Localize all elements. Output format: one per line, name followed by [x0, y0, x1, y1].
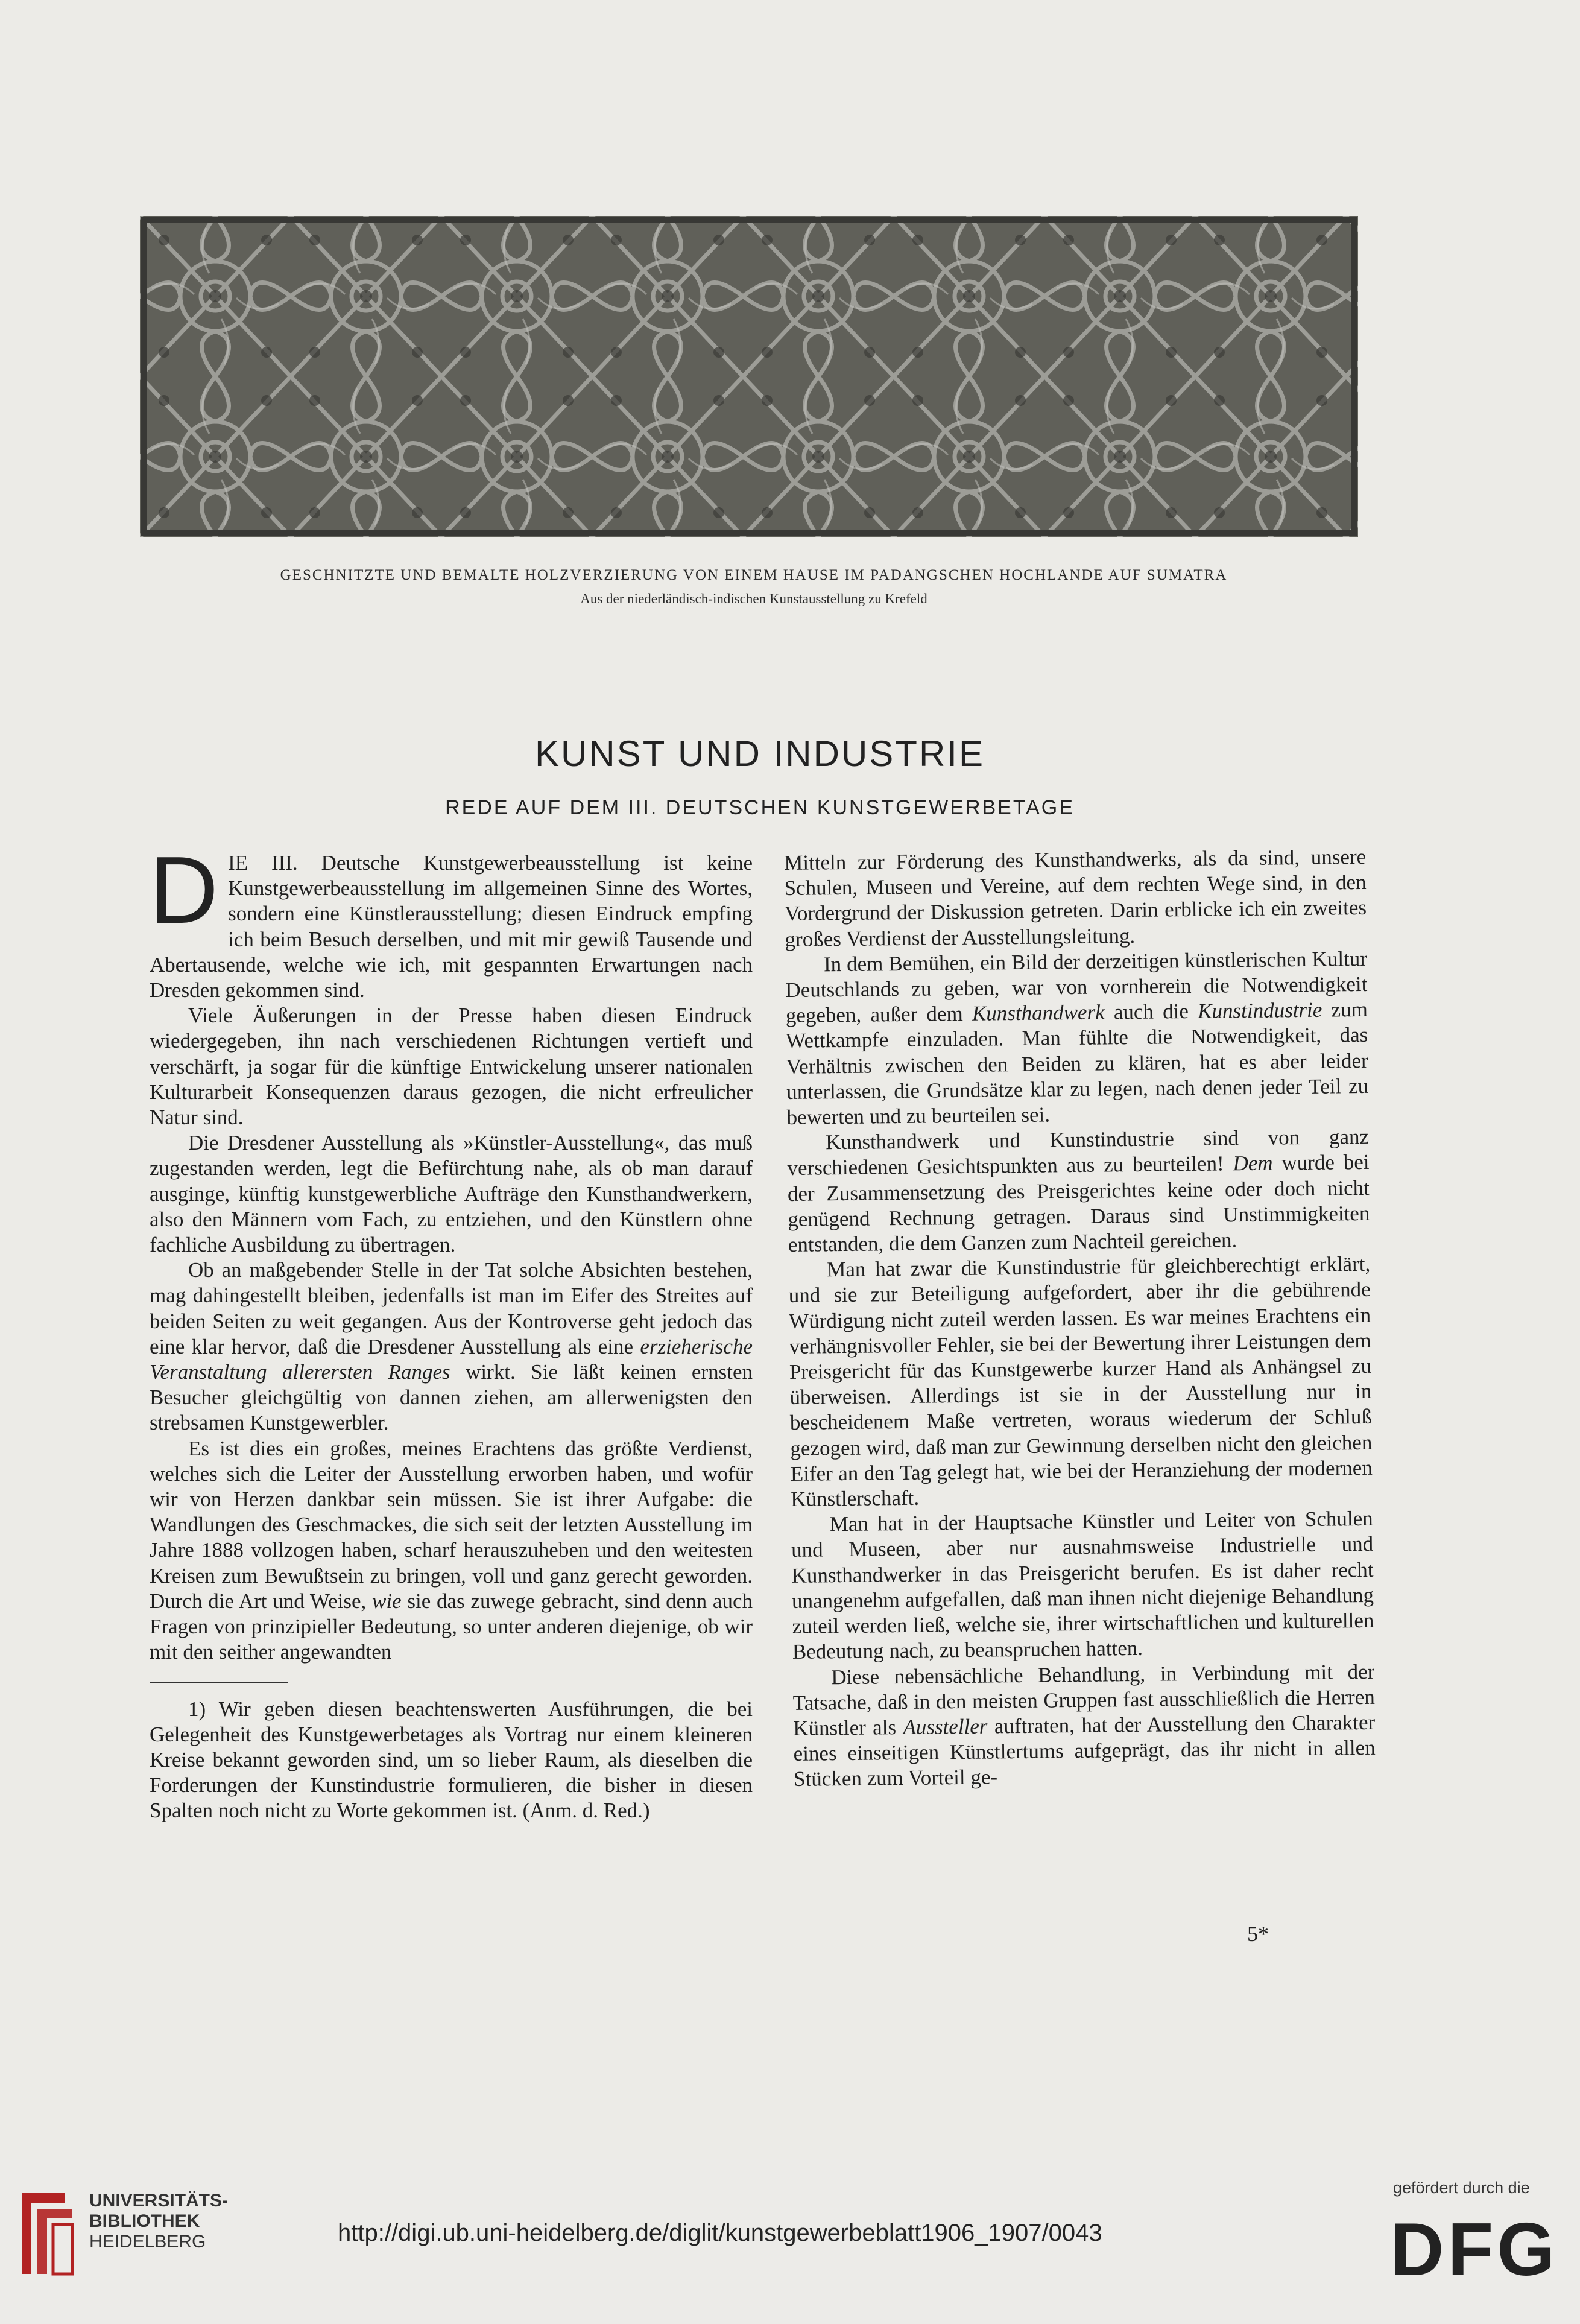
paragraph-text: Ob an maßgebender Stelle in der Tat solche Absichten bestehen, mag dahingestellt bleiben, jedenfalls ist man im Eifer des Streites auf beiden Seiten zu weit gegangen. Aus der Kontroverse geht jedoch das eine klar hervor, daß die Dresdener Ausstellung als eine	[150, 1258, 753, 1358]
paragraph-text: wurde bei der Zusammensetzung des Preisgerichtes keine oder doch nicht genügend Rechnung getragen. Daraus sind Unstimmigkeiten entstanden, die dem Ganzen zum Nachteil gereichen.	[787, 1150, 1370, 1257]
carving-ornament	[140, 216, 1358, 537]
paragraph	[150, 1436, 753, 1665]
university-library-logo-icon	[17, 2188, 77, 2279]
text-column-right	[784, 844, 1376, 1793]
paragraph: Man hat zwar die Kunstindustrie für gleichberechtigt erklärt, und sie zur Beteiligung aufgefordert, aber ihr die gebührende Würdigung nicht zuteil werden lassen. Es war meines Erachtens ein verhängnisvoller Fehler, sie bei der Bewertung ihrer Leistungen dem Preisgericht für das Kunstgewerbe kurzer Hand als Anhängsel zu überweisen. Allerdings ist sie in der Ausstellung nur in bescheidenem Maße vertreten, woraus wiederum der Schluß gezogen wird, daß man zur Gewinnung derselben nicht den gleichen Eifer an den Tag gelegt hat, wie bei der Heranziehung der modernen Künstlerschaft.	[788, 1252, 1373, 1512]
footnote: 1) Wir geben diesen beachtenswerten Ausführungen, die bei Gelegenheit des Kunstgewerbetages als Vortrag nur einem kleineren Kreise bekannt geworden sind, um so lieber Raum, als dieselben die Forderungen der Kunstindustrie formulieren, die bisher in diesen Spalten noch nicht zu Worte gekommen ist. (Anm. d. Red.)	[150, 1697, 753, 1823]
emphasis: Kunstindustrie	[1197, 998, 1322, 1024]
paragraph	[150, 1258, 753, 1436]
paragraph-text: zum Wettkampfe einzuladen. Man fühlte die Notwendigkeit, das Verhältnis zwischen den Beiden zu klären, hat es aber leider unterlassen, die Grundsätze klar zu legen, nach denen jeder Teil zu bewerten und zu beurteilen sei.	[786, 998, 1369, 1130]
paragraph-text: wirkt. Sie läßt keinen ernsten Besucher gleichgültig von dannen ziehen, am allerwenigsten den strebsamen Kunstgewerbler.	[150, 1360, 753, 1435]
emphasis: Kunsthandwerk	[972, 1000, 1105, 1025]
emphasis: Dem	[1233, 1151, 1273, 1176]
page-number: 5*	[1247, 1922, 1269, 1946]
paragraph-text: IE III. Deutsche Kunstgewerbeausstellung ist keine Kunstgewerbeausstellung im allgemeinen Sinne des Wortes, sondern eine Künstlerausstellung; diesen Eindruck empfing ich beim Besuch derselben, und mit mir gewiß Tausende und Abertausende, welche wie ich, mit gespannten Erwartungen nach Dresden gekommen sind.	[150, 851, 753, 1002]
article-subtitle: REDE AUF DEM III. DEUTSCHEN KUNSTGEWERBETAGE	[445, 796, 1075, 819]
paragraph	[150, 837, 753, 1003]
library-name-line: UNIVERSITÄTS-	[89, 2191, 229, 2211]
emphasis: Aussteller	[903, 1714, 988, 1739]
dfg-logo: DFG	[1390, 2208, 1559, 2291]
funding-label: gefördert durch die	[1393, 2179, 1530, 2197]
paragraph-text: Es ist dies ein großes, meines Erachtens das größte Verdienst, welches sich die Leiter der Ausstellung erworben haben, und wofür wir von Herzen dankbar sein müssen. Sie ist ihrer Aufgabe: die Wandlungen des Geschmackes, die sich seit der letzten Ausstellung im Jahre 1888 vollzogen haben, scharf herauszuheben und den weitesten Kreisen zum Bewußtsein zu bringen, voll und ganz gerecht geworden. Durch die Art und Weise,	[150, 1436, 753, 1613]
text-column-left	[150, 837, 753, 1824]
paragraph	[792, 1659, 1376, 1792]
article-title: KUNST UND INDUSTRIE	[535, 733, 985, 774]
paragraph: Viele Äußerungen in der Presse haben diesen Eindruck wiedergegeben, ihn nach verschiedenen Richtungen vertieft und verschärft, ja sogar für die künftige Entwickelung unserer nationalen Kulturarbeit Konsequenzen daraus gezogen, die nicht erfreulicher Natur sind.	[150, 1004, 753, 1130]
paragraph-text: Diese nebensächliche Behandlung, in Verbindung mit der Tatsache, daß in den meisten Gruppen fast ausschließlich die Herren Künstler als	[792, 1659, 1375, 1740]
footnote-divider	[150, 1682, 288, 1683]
paragraph: Die Dresdener Ausstellung als »Künstler-Ausstellung«, das muß zugestanden werden, legt die Befürchtung nahe, als ob man darauf ausginge, künftig kunstgewerbliche Aufträge den Kunsthandwerkern, also den Männern vom Fach, zu entziehen, und den Künstlern ohne fachliche Ausbildung zu übertragen.	[150, 1131, 753, 1257]
paragraph: Man hat in der Hauptsache Künstler und Leiter von Schulen und Museen, aber nur ausnahmsweise Industrielle und Kunsthandwerker in das Preisgericht berufen. Es ist daher recht unangenehm aufgefallen, daß man ihnen nicht diejenige Behandlung zuteil werden ließ, welche sie, ihrer wirtschaftlichen und kulturellen Bedeutung nach, zu beanspruchen hatten.	[791, 1507, 1374, 1664]
library-name-line: HEIDELBERG	[89, 2232, 206, 2252]
paragraph-text: auch die	[1104, 999, 1198, 1024]
paragraph-text: sie das zuwege gebracht, sind denn auch Fragen von prinzipieller Bedeutung, so unter anderen diejenige, ob wir mit den seither angewandten	[150, 1589, 753, 1664]
figure-caption: GESCHNITZTE UND BEMALTE HOLZVERZIERUNG VON EINEM HAUSE IM PADANGSCHEN HOCHLANDE AUF SUMATRA	[280, 567, 1228, 583]
wood-carving-image	[140, 216, 1358, 537]
emphasis: wie	[372, 1589, 402, 1613]
paragraph-text: Kunsthandwerk und Kunstindustrie sind von ganz verschiedenen Gesichtspunkten aus zu beurteilen!	[787, 1125, 1370, 1180]
paragraph: Mitteln zur Förderung des Kunsthandwerks, als da sind, unsere Schulen, Museen und Vereine, auf dem rechten Wege sind, in den Vordergrund der Diskussion getreten. Darin erblicke ich ein zweites großes Verdienst der Ausstellungsleitung.	[784, 844, 1367, 951]
paragraph-text: auftraten, hat der Ausstellung den Charakter eines einseitigen Künstlertums aufgeprägt, das ihr nicht in allen Stücken zum Vorteil ge-	[793, 1710, 1376, 1791]
paragraph	[785, 946, 1369, 1131]
university-library-name	[89, 2191, 228, 2252]
paragraph-text: In dem Bemühen, ein Bild der derzeitigen künstlerischen Kultur Deutschlands zu geben, war von vornherein die Notwendigkeit gegeben, außer dem	[785, 946, 1368, 1028]
emphasis: erzieherische Veranstaltung allerersten Ranges	[150, 1334, 753, 1384]
source-url-link[interactable]: http://digi.ub.uni-heidelberg.de/diglit/kunstgewerbeblatt1906_1907/0043	[338, 2220, 1102, 2246]
figure-subcaption: Aus der niederländisch-indischen Kunstausstellung zu Krefeld	[580, 591, 927, 606]
library-name-line: BIBLIOTHEK	[89, 2211, 200, 2231]
drop-cap: D	[150, 837, 219, 943]
paragraph	[787, 1124, 1370, 1258]
